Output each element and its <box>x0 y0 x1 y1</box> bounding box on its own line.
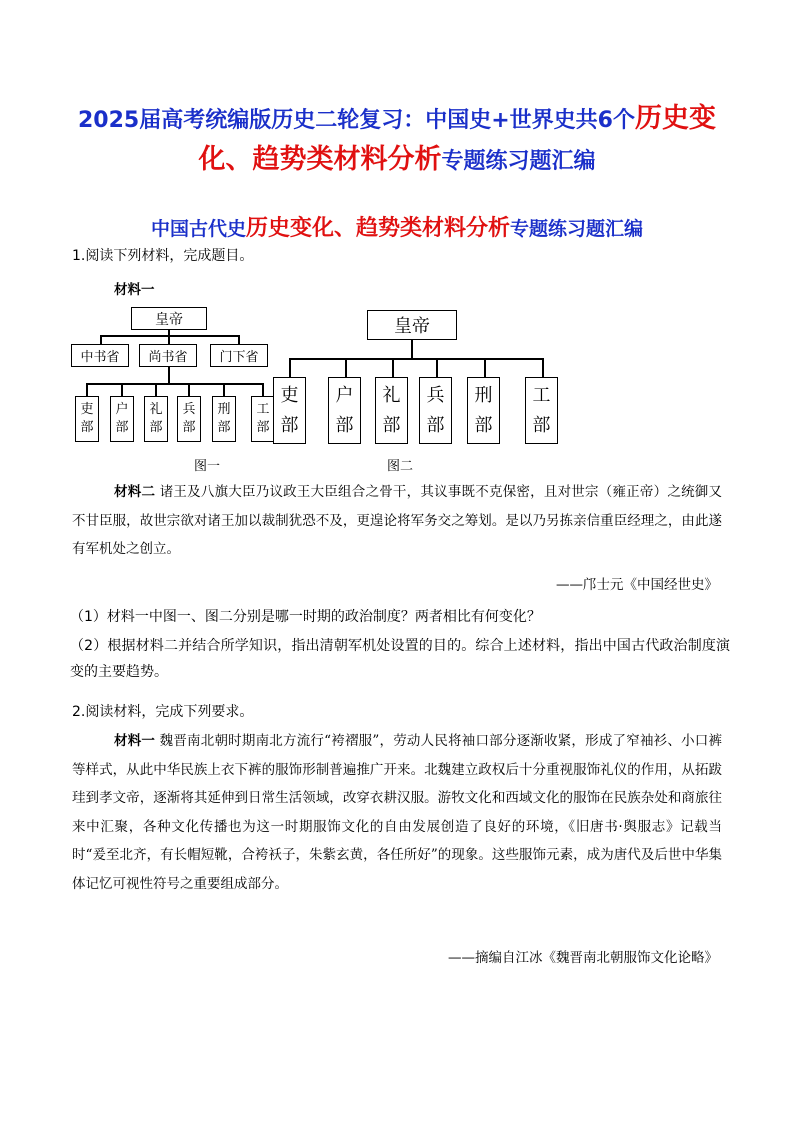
fig1-emperor-box: 皇帝 <box>131 307 207 330</box>
fig2-ministry-li: 吏 部 <box>273 377 306 444</box>
section-suffix: 专题练习题汇编 <box>510 218 644 240</box>
section-red: 历史变化、趋势类材料分析 <box>245 216 510 241</box>
question1-stem: 1.阅读下列材料，完成题目。 <box>72 248 254 264</box>
q1-material2-citation: ——邝士元《中国经世史》 <box>556 577 718 593</box>
title-part1: 2025届高考统编版历史二轮复习：中国史+世界史共6个 <box>78 108 635 133</box>
q1-subquestion-2: （2）根据材料二并结合所学知识，指出清朝军机处设置的目的。综合上述材料，指出中国古代政治制度演变的主要趋势。 <box>70 638 730 680</box>
fig2-ministry-hu: 户 部 <box>328 377 361 444</box>
q2-material1-paragraph <box>72 727 722 898</box>
document-title <box>55 100 739 182</box>
q2-material1-label: 材料一 <box>114 733 156 749</box>
q1-material1-label: 材料一 <box>114 282 155 298</box>
fig2-ministry-bing: 兵 部 <box>419 377 452 444</box>
q1-material2-paragraph <box>72 478 722 564</box>
fig1-ministry-xing: 刑 部 <box>212 396 236 442</box>
section-heading <box>40 214 754 245</box>
fig1-caption: 图一 <box>194 459 221 474</box>
title-part2: 专题练习题汇编 <box>441 149 596 174</box>
q1-material2-label: 材料二 <box>114 484 156 500</box>
section-prefix: 中国古代史 <box>150 218 246 240</box>
fig2-ministry-li2: 礼 部 <box>375 377 408 444</box>
q2-material1-citation: ——摘编自江冰《魏晋南北朝服饰文化论略》 <box>448 950 718 966</box>
q1-subquestion-1: （1）材料一中图一、图二分别是哪一时期的政治制度？两者相比有何变化？ <box>70 609 541 625</box>
title-red: 历史变化、趋势类材料分析 <box>198 103 716 175</box>
fig1-province-zhongshu: 中书省 <box>71 344 129 367</box>
fig2-ministry-gong: 工 部 <box>525 377 558 444</box>
fig2-emperor-box: 皇帝 <box>367 310 457 340</box>
fig2-caption: 图二 <box>387 459 414 474</box>
fig1-ministry-bing: 兵 部 <box>177 396 201 442</box>
fig2-ministry-xing: 刑 部 <box>467 377 500 444</box>
fig1-ministry-li: 吏 部 <box>75 396 99 442</box>
fig1-ministry-li2: 礼 部 <box>144 396 168 442</box>
question2-stem: 2.阅读材料，完成下列要求。 <box>72 704 254 720</box>
fig1-province-menxia: 门下省 <box>210 344 268 367</box>
fig1-province-shangshu: 尚书省 <box>139 344 197 367</box>
fig1-ministry-gong: 工 部 <box>251 396 275 442</box>
q2-material1-text: 魏晋南北朝时期南北方流行“袴褶服”，劳动人民将袖口部分逐渐收紧，形成了窄袖衫、小口裤等样式，从此中华民族上衣下裤的服饰形制普遍推广开来。北魏建立政权后十分重视服饰礼仪的作用，从拓跋珪到孝文帝，逐渐将其延伸到日常生活领域，改穿衣耕汉服。游牧文化和西域文化的服饰在民族杂处和商旅往来中汇聚，各种文化传播也为这一时期服饰文化的自由发展创造了良好的环境，《旧唐书·舆服志》记载当时“爰至北齐，有长帽短靴，合袴袄子，朱紫玄黄，各任所好”的现象。这些服饰元素，成为唐代及后世中华集体记忆可视性符号之重要组成部分。 <box>72 733 722 892</box>
q1-material2-text: 诸王及八旗大臣乃议政王大臣组合之骨干，其议事既不克保密，且对世宗（雍正帝）之统御又不甘臣服，故世宗欲对诸王加以裁制犹恐不及，更遑论将军务交之筹划。是以乃另拣亲信重臣经理之，由此遂有军机处之创立。 <box>72 484 723 557</box>
fig1-ministry-hu: 户 部 <box>110 396 134 442</box>
